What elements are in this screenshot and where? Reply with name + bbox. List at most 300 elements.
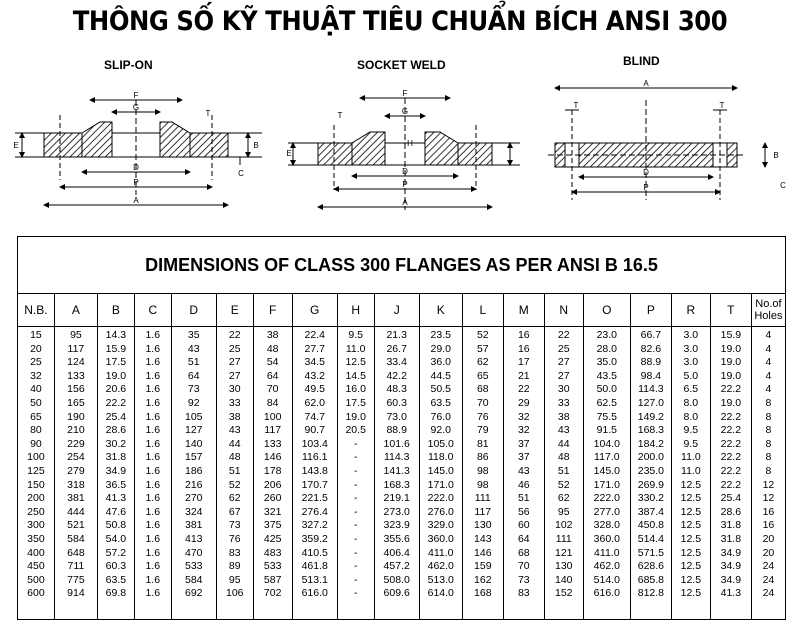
table-cell: 30.2 [105, 437, 127, 450]
table-cell: 43.2 [304, 369, 325, 382]
table-cell: 685.8 [637, 573, 665, 586]
table-cell: 62 [557, 492, 570, 505]
table-cell: 43 [517, 464, 530, 477]
table-cell: 254 [67, 451, 85, 464]
table-cell: 4 [765, 342, 772, 355]
table-cell: 425 [263, 532, 282, 545]
table-cell: 22.2 [720, 410, 742, 423]
table-cell: 27 [228, 369, 241, 382]
table-cell: 587 [263, 573, 282, 586]
table-cell: 16 [517, 329, 530, 341]
table-cell: 22.2 [720, 451, 742, 464]
table-cell: 50.0 [596, 383, 618, 396]
table-cell: 276.0 [427, 505, 454, 518]
table-cell: 141.3 [383, 464, 410, 477]
table-cell: 24 [762, 573, 775, 586]
table-cell: 114.3 [638, 383, 664, 396]
table-cell: 33 [557, 396, 570, 409]
table-cell: 444 [67, 505, 85, 518]
table-cell: 27 [557, 369, 570, 382]
col-header: J [374, 294, 419, 327]
table-cell: 324 [185, 505, 203, 518]
table-cell: 100 [263, 410, 282, 423]
table-cell: 152 [554, 587, 573, 600]
dim-letter: D [133, 163, 139, 172]
table-cell: 20.6 [105, 383, 127, 396]
dim-letter: B [773, 151, 779, 160]
table-cell: - [353, 437, 358, 450]
table-cell: 22.2 [720, 437, 742, 450]
table-cell: 350 [27, 532, 45, 545]
table-cell: 52 [557, 478, 570, 491]
table-cell: 104.0 [593, 437, 620, 450]
table-cell: 19.0 [720, 356, 742, 369]
table-cell: 81 [476, 437, 489, 450]
table-cell: 12.5 [680, 546, 702, 559]
table-cell: 235.0 [637, 464, 665, 477]
table-cell: 32 [30, 369, 42, 382]
table-cell: 60 [517, 519, 530, 532]
page-title: THÔNG SỐ KỸ THUẬT TIÊU CHUẨN BÍCH ANSI 300 [72, 6, 728, 37]
table-cell: 44 [228, 437, 241, 450]
table-cell: 73.0 [386, 410, 407, 423]
table-cell: 66.7 [640, 329, 662, 341]
table-cell: 300 [27, 519, 45, 532]
table-cell: - [353, 532, 358, 545]
table-cell: 410.5 [301, 546, 328, 559]
table-cell: 22.4 [304, 329, 325, 341]
table-cell: 159 [474, 560, 492, 573]
table-cell: 17.5 [345, 396, 366, 409]
table-cell: 8 [765, 437, 772, 450]
table-cell: 457.2 [383, 560, 410, 573]
table-cell: 133 [263, 437, 282, 450]
table-cell: 124 [67, 356, 85, 369]
table-cell: 222.0 [593, 492, 620, 505]
table-cell: 31.8 [720, 519, 742, 532]
col-header: N.B. [18, 294, 55, 327]
table-cell: 88.9 [640, 356, 662, 369]
table-cell: - [353, 478, 358, 491]
table-cell: 616.0 [301, 587, 328, 600]
table-cell: 1.6 [145, 369, 161, 382]
table-cell: 200 [27, 492, 45, 505]
table-cell: - [353, 560, 358, 573]
table-cell: 12.5 [680, 505, 702, 518]
table-cell: 117 [264, 424, 282, 437]
table-cell: 8 [765, 451, 772, 464]
table-cell: 127 [185, 424, 203, 437]
col-header: G [292, 294, 337, 327]
table-cell: 68 [517, 546, 530, 559]
table-cell: 28.6 [105, 424, 127, 437]
table-cell: 20 [762, 546, 775, 559]
table-cell: 20 [30, 342, 42, 355]
table-cell: 9.5 [348, 329, 363, 341]
dim-letter: A [402, 198, 408, 207]
table-cell: 48 [228, 451, 241, 464]
slip-on-label: SLIP-ON [104, 58, 153, 72]
table-cell: - [353, 505, 358, 518]
table-cell: 513.0 [427, 573, 454, 586]
table-cell: 206 [263, 478, 282, 491]
column-values [337, 327, 374, 620]
column-values [54, 327, 97, 620]
col-header: B [97, 294, 134, 327]
table-cell: 1.6 [145, 573, 161, 586]
table-cell: 1.6 [145, 464, 161, 477]
table-cell: 133 [67, 369, 85, 382]
table-cell: 461.8 [301, 560, 328, 573]
table-cell: 157 [185, 451, 203, 464]
table-cell: 73 [517, 573, 530, 586]
table-cell: 105.0 [427, 437, 454, 450]
table-cell: 46 [517, 478, 530, 491]
column-values [253, 327, 292, 620]
table-cell: 111 [474, 492, 491, 505]
table-cell: 219.1 [383, 492, 410, 505]
table-cell: 84 [266, 396, 279, 409]
table-cell: 400 [27, 546, 45, 559]
table-cell: 16.0 [345, 383, 366, 396]
table-cell: 36.5 [105, 478, 127, 491]
table-cell: 52 [476, 329, 489, 341]
table-cell: 64 [517, 532, 530, 545]
table-cell: 328.0 [593, 519, 620, 532]
table-cell: 12 [762, 492, 775, 505]
table-cell: 279 [67, 464, 85, 477]
table-cell: 76 [228, 532, 241, 545]
col-header: E [216, 294, 253, 327]
table-cell: 323.9 [383, 519, 410, 532]
table-cell: 48 [266, 342, 279, 355]
table-cell: 34.9 [720, 560, 742, 573]
col-header: R [671, 294, 710, 327]
table-cell: 260 [263, 492, 282, 505]
table-cell: 1.6 [145, 546, 161, 559]
table-cell: 12.5 [680, 573, 702, 586]
table-cell: 118.0 [428, 451, 454, 464]
column-values [18, 327, 55, 620]
table-cell: 35.0 [596, 356, 618, 369]
table-cell: 1.6 [145, 532, 161, 545]
table-cell: 168.3 [383, 478, 410, 491]
table-cell: 359.2 [301, 532, 328, 545]
table-cell: 171.0 [427, 478, 454, 491]
col-header: P [630, 294, 671, 327]
table-cell: 584 [67, 532, 85, 545]
table-cell: 27 [557, 356, 570, 369]
table-cell: 4 [765, 356, 772, 369]
table-cell: 165 [67, 396, 85, 409]
table-cell: 35 [187, 329, 200, 341]
table-cell: 26.7 [386, 342, 407, 355]
table-cell: 37 [517, 437, 530, 450]
table-cell: 50.8 [105, 519, 127, 532]
table-cell: 329.0 [427, 519, 454, 532]
table-cell: 43 [557, 424, 570, 437]
table-cell: 149.2 [637, 410, 665, 423]
table-cell: 41.3 [720, 587, 742, 600]
table-cell: 775 [67, 573, 85, 586]
table-cell: 56 [517, 505, 530, 518]
table-cell: 483 [263, 546, 282, 559]
table-cell: 12.5 [345, 356, 366, 369]
table-cell: 614.0 [427, 587, 454, 600]
table-cell: 11.0 [345, 342, 366, 355]
column-values [630, 327, 671, 620]
table-cell: 143.8 [301, 464, 328, 477]
table-cell: 1.6 [145, 519, 161, 532]
table-cell: 9.5 [683, 437, 699, 450]
table-cell: 411.0 [428, 546, 454, 559]
table-cell: 140 [185, 437, 203, 450]
table-cell: 111 [555, 532, 572, 545]
table-cell: 411.0 [594, 546, 620, 559]
column-values [134, 327, 171, 620]
table-cell: 12.5 [680, 478, 702, 491]
table-cell: 143 [474, 532, 492, 545]
table-cell: 609.6 [383, 587, 410, 600]
dimensions-table [17, 236, 786, 620]
table-cell: 101.6 [383, 437, 410, 450]
table-cell: 28.0 [596, 342, 618, 355]
table-cell: 70 [266, 383, 279, 396]
socket-weld-drawing [288, 98, 520, 210]
column-values [544, 327, 583, 620]
table-cell: 521 [67, 519, 85, 532]
table-cell: 19.0 [720, 342, 742, 355]
column-values [503, 327, 544, 620]
table-cell: 16 [762, 505, 775, 518]
table-cell: 171.0 [593, 478, 620, 491]
table-cell: 62.5 [596, 396, 618, 409]
table-cell: 41.3 [105, 492, 127, 505]
table-cell: 330.2 [637, 492, 665, 505]
table-cell: 16 [762, 519, 775, 532]
table-cell: 12.5 [680, 519, 702, 532]
table-cell: 89 [228, 560, 241, 573]
table-cell: 702 [263, 587, 282, 600]
table-cell: 60.3 [105, 560, 127, 573]
table-cell: 88.9 [386, 424, 407, 437]
table-cell: 168.3 [637, 424, 665, 437]
table-cell: 60.3 [386, 396, 407, 409]
table-cell: 508.0 [383, 573, 410, 586]
table-cell: 406.4 [383, 546, 410, 559]
table-cell: 4 [765, 383, 772, 396]
table-cell: 36.0 [430, 356, 451, 369]
table-cell: 1.6 [145, 505, 161, 518]
table-cell: 30 [557, 383, 570, 396]
table-cell: 117 [67, 342, 85, 355]
table-cell: 127.0 [637, 396, 665, 409]
column-values [97, 327, 134, 620]
table-cell: 14.5 [345, 369, 366, 382]
table-cell: 269.9 [637, 478, 665, 491]
dim-letter: T [573, 101, 579, 110]
table-cell: 117.0 [594, 451, 620, 464]
table-cell: 321 [263, 505, 282, 518]
table-cell: 628.6 [637, 560, 665, 573]
table-cell: 63.5 [430, 396, 451, 409]
dim-letter: A [133, 196, 139, 205]
table-cell: 50.5 [430, 383, 451, 396]
table-cell: 80 [30, 424, 42, 437]
table-header-row [18, 294, 786, 327]
table-cell: 250 [27, 505, 45, 518]
dim-letter: F [402, 89, 408, 98]
column-values [671, 327, 710, 620]
col-header: C [134, 294, 171, 327]
table-cell: 25 [30, 356, 42, 369]
table-cell: 1.6 [145, 342, 161, 355]
table-cell: 1.6 [145, 383, 161, 396]
table-cell: 360.0 [427, 532, 454, 545]
table-cell: 22 [557, 329, 570, 341]
table-cell: 1.6 [145, 587, 161, 600]
table-cell: 49.5 [304, 383, 325, 396]
table-cell: 178 [263, 464, 282, 477]
table-cell: 33 [228, 396, 241, 409]
table-cell: 19.0 [105, 369, 127, 382]
table-cell: 64 [187, 369, 200, 382]
table-cell: 63.5 [105, 573, 127, 586]
table-cell: 648 [67, 546, 85, 559]
table-cell: 48 [557, 451, 570, 464]
table-cell: 44 [557, 437, 570, 450]
table-cell: 156 [67, 383, 85, 396]
socket-weld-label: SOCKET WELD [357, 58, 446, 72]
table-cell: 65 [476, 369, 489, 382]
table-cell: 83 [228, 546, 241, 559]
table-cell: 76.0 [430, 410, 451, 423]
col-header: A [54, 294, 97, 327]
table-cell: 1.6 [145, 451, 161, 464]
table-body [18, 327, 786, 620]
table-cell: 4 [765, 329, 772, 341]
table-cell: 47.6 [105, 505, 127, 518]
table-cell: 8 [765, 424, 772, 437]
table-cell: 270 [185, 492, 203, 505]
col-header: L [462, 294, 503, 327]
table-cell: 106 [225, 587, 244, 600]
table-cell: 413 [185, 532, 203, 545]
table-cell: 15.9 [105, 342, 127, 355]
table-cell: 450.8 [637, 519, 665, 532]
flange-drawings [0, 0, 800, 232]
table-cell: 12.5 [680, 492, 702, 505]
table-cell: 711 [67, 560, 85, 573]
table-cell: 387.4 [637, 505, 665, 518]
table-cell: 3.0 [683, 356, 699, 369]
table-cell: 276.4 [301, 505, 328, 518]
table-cell: 1.6 [145, 437, 161, 450]
dim-letter: T [719, 101, 725, 110]
table-cell: 116.1 [301, 451, 328, 464]
dim-letter: D [643, 168, 649, 177]
table-cell: 43 [228, 424, 241, 437]
table-cell: 92.0 [430, 424, 451, 437]
table-cell: 121 [554, 546, 573, 559]
table-cell: 513.1 [301, 573, 328, 586]
table-cell: 8 [765, 396, 772, 409]
column-values [710, 327, 751, 620]
table-cell: 37 [517, 451, 530, 464]
table-cell: 114.3 [383, 451, 410, 464]
table-cell: - [353, 546, 358, 559]
table-cell: 355.6 [383, 532, 410, 545]
table-cell: 216 [185, 478, 203, 491]
table-cell: 38 [266, 329, 279, 341]
table-cell: 90 [30, 437, 42, 450]
table-cell: 200.0 [637, 451, 665, 464]
table-cell: 150 [27, 478, 45, 491]
table-cell: 95 [228, 573, 241, 586]
table-cell: 8 [765, 410, 772, 423]
col-header: No.of Holes [751, 294, 785, 327]
table-cell: 19.0 [720, 396, 742, 409]
col-header: K [419, 294, 462, 327]
table-cell: 44.5 [430, 369, 451, 382]
table-cell: 54 [266, 356, 279, 369]
column-values [462, 327, 503, 620]
table-cell: 450 [27, 560, 45, 573]
table-cell: 11.0 [681, 464, 701, 477]
table-cell: 95 [70, 329, 82, 341]
dim-letter: E [13, 141, 19, 150]
table-cell: 51 [557, 464, 570, 477]
table-cell: 22.2 [720, 478, 742, 491]
table-cell: 32 [517, 410, 530, 423]
table-cell: 318 [67, 478, 85, 491]
table-cell: 1.6 [145, 329, 161, 341]
table-cell: 64 [266, 369, 279, 382]
table-cell: 51 [187, 356, 200, 369]
table-cell: 69.8 [105, 587, 127, 600]
table-cell: 8 [765, 464, 772, 477]
table-cell: 68 [476, 383, 489, 396]
col-header: T [710, 294, 751, 327]
table-cell: 23.5 [430, 329, 451, 341]
table-cell: 50 [30, 396, 42, 409]
table-cell: 86 [476, 451, 489, 464]
table-cell: 5.0 [683, 369, 699, 382]
table-cell: 21 [517, 369, 530, 382]
table-cell: 25.4 [105, 410, 127, 423]
table-cell: 29 [517, 396, 530, 409]
table-cell: 500 [27, 573, 45, 586]
table-cell: 145.0 [427, 464, 454, 477]
table-cell: 98 [476, 478, 489, 491]
table-cell: 20 [762, 532, 775, 545]
table-cell: 19.0 [720, 369, 742, 382]
table-cell: 105 [185, 410, 203, 423]
table-cell: 34.9 [720, 573, 742, 586]
table-cell: 67 [228, 505, 241, 518]
table-cell: 140 [554, 573, 573, 586]
table-cell: 31.8 [720, 532, 742, 545]
table-caption: DIMENSIONS OF CLASS 300 FLANGES AS PER ANSI B 16.5 [18, 237, 786, 294]
table-cell: 229 [67, 437, 85, 450]
table-cell: 31.8 [105, 451, 127, 464]
table-cell: 381 [185, 519, 203, 532]
dim-letter: P [133, 178, 139, 187]
table-cell: 1.6 [145, 478, 161, 491]
dim-letter: E [286, 149, 292, 158]
dim-letter: T [205, 109, 211, 118]
col-header: H [337, 294, 374, 327]
